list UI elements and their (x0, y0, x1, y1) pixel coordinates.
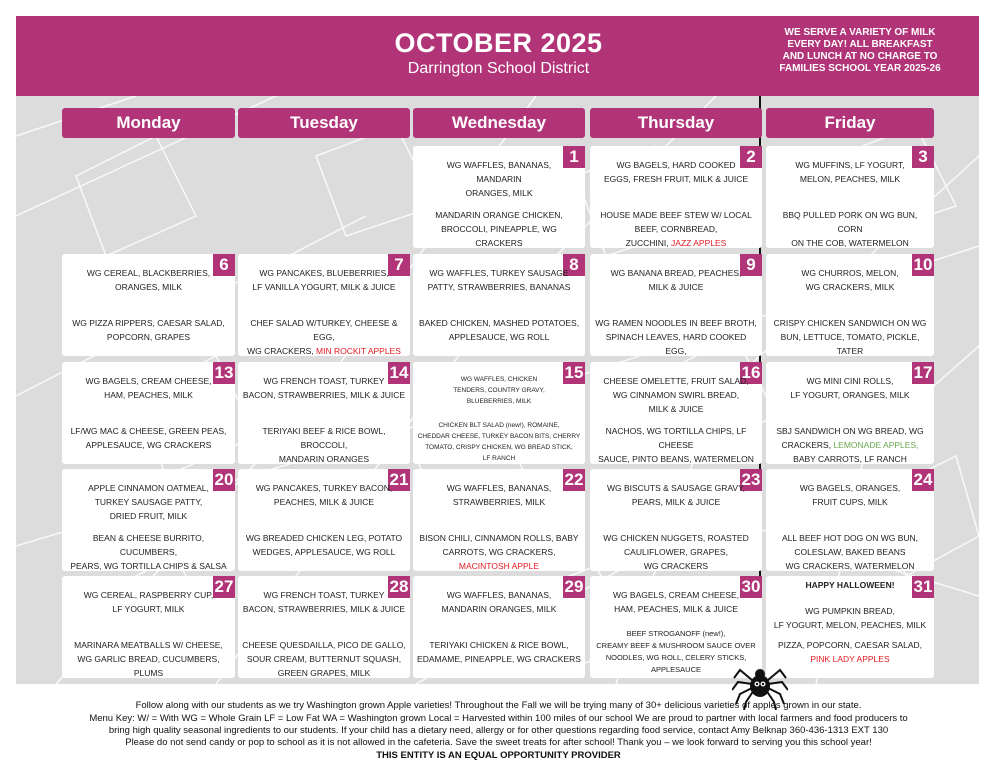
lunch-menu: BBQ PULLED PORK ON WG BUN, CORN ON THE COB, WATERMELON (782, 210, 918, 248)
day-cell (766, 254, 934, 356)
day-number: 15 (564, 363, 584, 382)
day-header-thursday: Thursday (590, 108, 762, 138)
footer-line-5: THIS ENTITY IS AN EQUAL OPPORTUNITY PROVIDER (376, 750, 621, 761)
day-header-tuesday: Tuesday (238, 108, 410, 138)
footer-line-3: bring high quality seasonal ingredients to our students. If your child has a dietary need, allergy or for other questions regarding food service, contact Amy Belknap 360-436-1313 EXT 130 (108, 725, 889, 736)
lunch-menu: MARINARA MEATBALLS W/ CHEESE, WG GARLIC BREAD, CUCUMBERS, PLUMS (74, 640, 223, 678)
day-number: 29 (564, 577, 584, 596)
day-cell (590, 469, 762, 571)
day-number: 24 (913, 470, 933, 489)
lunch-menu: BEEF STROGANOFF (new!), CREAMY BEEF & MUSHROOM SAUCE OVER NOODLES, WG ROLL, CELERY STICKS, APPLESAUCE (596, 629, 756, 674)
day-number: 9 (740, 254, 762, 276)
day-cell (590, 146, 762, 248)
breakfast-menu: CHEESE OMELETTE, FRUIT SALAD, WG CINNAMON SWIRL BREAD, MILK & JUICE (603, 376, 749, 414)
day-header-monday: Monday (62, 108, 235, 138)
lunch-menu: SBJ SANDWICH ON WG BREAD, WG CRACKERS, LEMONADE APPLES, BABY CARROTS, LF RANCH (776, 426, 924, 464)
lunch-menu: MANDARIN ORANGE CHICKEN, BROCCOLI, PINEAPPLE, WG CRACKERS (435, 210, 563, 248)
day-number: 3 (912, 146, 934, 168)
lunch-menu: WG CHICKEN NUGGETS, ROASTED CAULIFLOWER, GRAPES, WG CRACKERS (603, 533, 749, 571)
lunch-menu: CHICKEN BLT SALAD (new!), ROMAINE, CHEDDAR CHEESE, TURKEY BACON BITS, CHERRY TOMATO, CRISPY CHICKEN, WG BREAD STICK, LF RANCH (417, 422, 581, 462)
breakfast-menu: WG BAGELS, HARD COOKED EGGS, FRESH FRUIT, MILK & JUICE (603, 160, 749, 184)
day-number: 7 (388, 254, 410, 276)
breakfast-menu: WG WAFFLES, BANANAS, MANDARIN ORANGES, MILK (441, 590, 557, 614)
breakfast-menu: WG CEREAL, RASPBERRY CUP, LF YOGURT, MILK (83, 590, 214, 614)
day-number: 1 (563, 146, 585, 168)
lunch-menu: TERIYAKI CHICKEN & RICE BOWL, EDAMAME, PINEAPPLE, WG CRACKERS (417, 640, 581, 664)
breakfast-menu: WG PANCAKES, BLUEBERRIES, LF VANILLA YOGURT, MILK & JUICE (252, 268, 396, 292)
day-cell (62, 254, 235, 356)
day-number: 14 (389, 363, 409, 382)
breakfast-menu: WG MINI CINI ROLLS, LF YOGURT, ORANGES, MILK (790, 376, 910, 400)
milk-note: WE SERVE A VARIETY OF MILK EVERY DAY! ALL BREAKFAST AND LUNCH AT NO CHARGE TO FAMILIES SCHOOL YEAR 2025-26 (779, 27, 941, 74)
breakfast-menu: WG WAFFLES, BANANAS, MANDARIN ORANGES, MILK (446, 160, 552, 198)
breakfast-menu: WG FRENCH TOAST, TURKEY BACON, STRAWBERRIES, MILK & JUICE (242, 376, 406, 400)
lunch-menu: CHEF SALAD W/TURKEY, CHEESE & EGG, WG CRACKERS, MIN ROCKIT APPLES (247, 318, 401, 356)
day-number: 28 (389, 577, 409, 596)
breakfast-menu: WG CHURROS, MELON, WG CRACKERS, MILK (801, 268, 899, 292)
day-cell (413, 576, 585, 678)
lunch-menu: NACHOS, WG TORTILLA CHIPS, LF CHEESE SAUCE, PINTO BEANS, WATERMELON (598, 426, 754, 464)
day-number: 27 (214, 577, 234, 596)
day-header-friday: Friday (766, 108, 934, 138)
district-name: Darrington School District (407, 60, 590, 77)
day-header-wednesday: Wednesday (413, 108, 585, 138)
holiday-note: HAPPY HALLOWEEN! (805, 580, 895, 590)
day-cell (62, 576, 235, 678)
breakfast-menu: WG BAGELS, CREAM CHEESE, HAM, PEACHES, MILK (85, 376, 212, 400)
day-cell (766, 576, 934, 678)
day-number: 2 (740, 146, 762, 168)
footer-line-2: Menu Key: W/ = With WG = Whole Grain LF = Low Fat WA = Washington grown Local = Harvested within 100 miles of our school We are proud to partner with local farmers and food producers to (89, 713, 908, 724)
lunch-menu: ALL BEEF HOT DOG ON WG BUN, COLESLAW, BAKED BEANS WG CRACKERS, WATERMELON (781, 533, 919, 571)
day-cell (62, 362, 235, 464)
day-number: 31 (913, 577, 933, 596)
breakfast-menu: WG WAFFLES, TURKEY SAUSAGE PATTY, STRAWBERRIES, BANANAS (427, 268, 571, 292)
lunch-menu: WG RAMEN NOODLES IN BEEF BROTH, SPINACH LEAVES, HARD COOKED EGG, (595, 318, 757, 356)
breakfast-menu: WG BISCUTS & SAUSAGE GRAVY, PEARS, MILK & JUICE (606, 483, 746, 507)
day-number: 23 (741, 470, 761, 489)
breakfast-menu: WG WAFFLES, BANANAS, STRAWBERRIES, MILK (446, 483, 552, 507)
day-cell (238, 362, 410, 464)
breakfast-menu: WG PANCAKES, TURKEY BACON, PEACHES, MILK & JUICE (255, 483, 393, 507)
breakfast-menu: WG BANANA BREAD, PEACHES, MILK & JUICE (610, 268, 742, 292)
day-number: 16 (741, 363, 761, 382)
lunch-menu: TERIYAKI BEEF & RICE BOWL, BROCCOLI, MANDARIN ORANGES (262, 426, 386, 464)
day-number: 6 (213, 254, 235, 276)
lunch-menu: CHEESE QUESDAILLA, PICO DE GALLO, SOUR CREAM, BUTTERNUT SQUASH, GREEN GRAPES, MILK (242, 640, 406, 678)
day-number: 13 (214, 363, 234, 382)
breakfast-menu: WG CEREAL, BLACKBERRIES, ORANGES, MILK (86, 268, 211, 292)
day-cell (238, 576, 410, 678)
lunch-menu: PIZZA, POPCORN, CAESAR SALAD, PINK LADY APPLES (777, 640, 923, 664)
day-number: 22 (564, 470, 584, 489)
lunch-menu: WG PIZZA RIPPERS, CAESAR SALAD, POPCORN, GRAPES (72, 318, 225, 342)
day-number: 17 (913, 363, 933, 382)
day-cell (413, 469, 585, 571)
breakfast-menu: WG BAGELS, ORANGES, FRUIT CUPS, MILK (799, 483, 901, 507)
breakfast-menu: WG MUFFINS, LF YOGURT, MELON, PEACHES, MILK (795, 160, 905, 184)
lunch-menu: BEAN & CHEESE BURRITO, CUCUMBERS, PEARS, WG TORTILLA CHIPS & SALSA (70, 533, 227, 571)
day-number: 30 (741, 577, 761, 596)
day-cell (413, 254, 585, 356)
day-cell (590, 254, 762, 356)
page-title: OCTOBER 2025 (394, 28, 603, 58)
lunch-menu: CRISPY CHICKEN SANDWICH ON WG BUN, LETTUCE, TOMATO, PICKLE, TATER (773, 318, 927, 356)
day-cell (590, 362, 762, 464)
lunch-menu: WG BREADED CHICKEN LEG, POTATO WEDGES, APPLESAUCE, WG ROLL (245, 533, 403, 557)
day-cell (238, 469, 410, 571)
day-cell (766, 146, 934, 248)
breakfast-menu: WG PUMPKIN BREAD, LF YOGURT, MELON, PEACHES, MILK (773, 606, 927, 630)
day-number: 8 (563, 254, 585, 276)
day-cell (238, 254, 410, 356)
lunch-menu: BAKED CHICKEN, MASHED POTATOES, APPLESAUCE, WG ROLL (418, 318, 580, 342)
lunch-menu: LF/WG MAC & CHEESE, GREEN PEAS, APPLESAUCE, WG CRACKERS (70, 426, 227, 450)
day-cell (413, 362, 585, 464)
breakfast-menu: WG BAGELS, CREAM CHEESE, HAM, PEACHES, MILK & JUICE (612, 590, 740, 614)
breakfast-menu: APPLE CINNAMON OATMEAL, TURKEY SAUSAGE PATTY, DRIED FRUIT, MILK (88, 483, 209, 521)
breakfast-menu: WG FRENCH TOAST, TURKEY BACON, STRAWBERRIES, MILK & JUICE (242, 590, 406, 614)
footer-line-4: Please do not send candy or pop to school as it is not allowed in the cafeteria. Save the sweet treats for after school! Thank you – we look forward to serving you this school year! (125, 737, 872, 748)
day-cell (766, 469, 934, 571)
day-number: 21 (389, 470, 409, 489)
day-number: 10 (913, 255, 933, 274)
day-number: 20 (214, 470, 234, 489)
footer-line-1: Follow along with our students as we try Washington grown Apple varieties! Throughout the Fall we will be trying many of 30+ delicious varieties of apples grown in our state. (135, 700, 862, 711)
lunch-menu: HOUSE MADE BEEF STEW W/ LOCAL BEEF, CORNBREAD, ZUCCHINI, JAZZ APPLES (600, 210, 752, 248)
lunch-menu: BISON CHILI, CINNAMON ROLLS, BABY CARROTS, WG CRACKERS, MACINTOSH APPLE (419, 533, 579, 571)
day-cell (62, 469, 235, 571)
day-cell (766, 362, 934, 464)
day-cell (413, 146, 585, 248)
breakfast-menu: WG WAFFLES, CHICKEN TENDERS, COUNTRY GRAVY, BLUEBERRIES, MILK (453, 376, 545, 405)
